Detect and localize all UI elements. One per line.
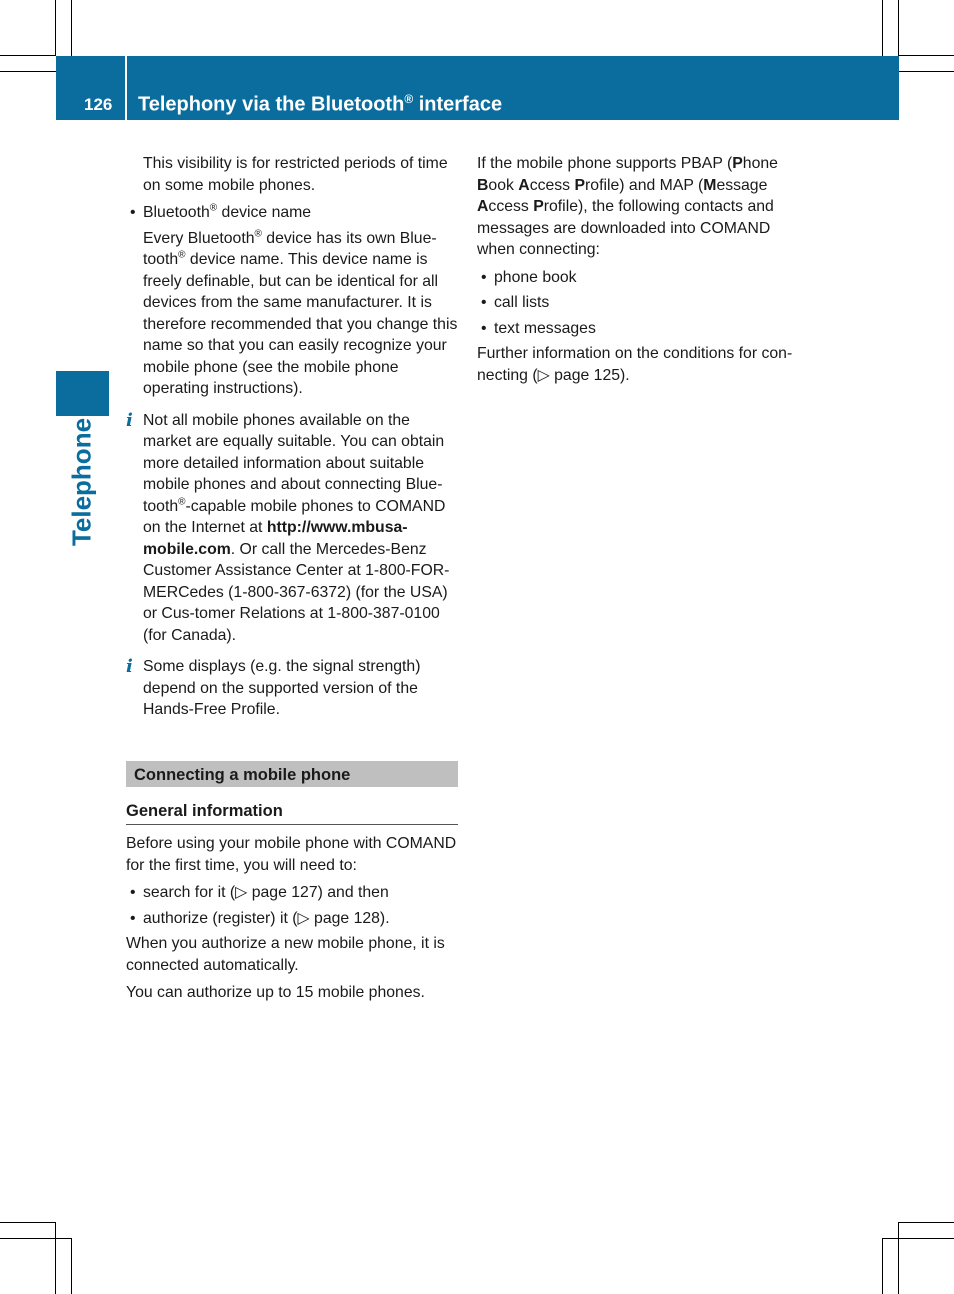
bullet-bluetooth-device-name: • Bluetooth® device name [126, 202, 458, 224]
info-icon: i [126, 656, 133, 677]
crop-mark [55, 0, 56, 56]
page-number: 126 [84, 95, 113, 114]
crop-mark [898, 0, 899, 56]
crop-mark [71, 0, 72, 56]
paragraph-before-using: Before using your mobile phone with COMAND for the first time, you will need to: [126, 835, 457, 874]
subheading: General information [126, 801, 458, 826]
crop-mark [882, 1238, 883, 1294]
list-item: • authorize (register) it (▷ page 128). [126, 908, 458, 930]
list-item: • text messages [477, 318, 812, 340]
crop-mark [0, 1238, 72, 1239]
crop-mark [882, 1238, 954, 1239]
list-item: • call lists [477, 292, 812, 314]
crop-mark [0, 55, 56, 56]
crop-mark [898, 1222, 899, 1294]
crop-mark [899, 71, 954, 72]
page-header [56, 56, 899, 120]
page-title: Telephony via the Bluetooth® interface [138, 92, 503, 116]
section-heading: Connecting a mobile phone [126, 761, 458, 787]
mbusa-link[interactable]: http://www.mbusa-mobile.com [143, 519, 408, 558]
crop-mark [55, 1222, 56, 1294]
info-icon: i [126, 409, 133, 431]
crop-mark [899, 55, 954, 56]
info-note-compatibility: i Not all mobile phones available on the market are equally suitable. You can obtain more detailed information about suitable mobile phones and about connecting Blue-tooth®-capable mobile phones to COMAND on the Internet at http://www.mbusa-mobile.com. Or call the Mercedes-Benz Customer Assistance Center at 1-800-FOR-MERCedes (1-800-367-6372) (for the USA) or Cus-tomer Relations at 1-800-387-0100 (for Canada). [126, 409, 450, 644]
list-item: • search for it (▷ page 127) and then [126, 882, 458, 904]
paragraph-visibility: This visibility is for restricted periods of time on some mobile phones. [143, 155, 448, 194]
side-tab-marker [56, 371, 109, 416]
left-column [126, 153, 458, 1004]
right-column [477, 153, 812, 386]
info-note-displays: i Some displays (e.g. the signal strength) depend on the supported version of the Hands-Free Profile. [126, 656, 421, 718]
paragraph-pbap: If the mobile phone supports PBAP (Phone Book Access Profile) and MAP (Message Access Profile), the following contacts and messages are downloaded into COMAND when connecting: [477, 155, 778, 258]
crop-mark [0, 71, 56, 72]
paragraph-further-info: Further information on the conditions for con-necting (▷ page 125). [477, 345, 793, 384]
header-divider [125, 56, 127, 120]
side-section-label: Telephone [66, 417, 97, 547]
crop-mark [882, 0, 883, 56]
crop-mark [898, 1222, 954, 1223]
list-item: • phone book [477, 267, 812, 289]
crop-mark [0, 1222, 56, 1223]
paragraph-authorize: When you authorize a new mobile phone, it is connected automatically. [126, 935, 445, 974]
paragraph-up-to: You can authorize up to 15 mobile phones. [126, 984, 425, 1001]
paragraph-device-name: Every Bluetooth® device has its own Blue-tooth® device name. This device name is freely definable, but can be identical for all devices from the same manufacturer. It is therefore recommended that you change this name so that you can easily recognize your mobile phone (see the mobile phone operating instructions). [143, 228, 458, 397]
crop-mark [71, 1238, 72, 1294]
